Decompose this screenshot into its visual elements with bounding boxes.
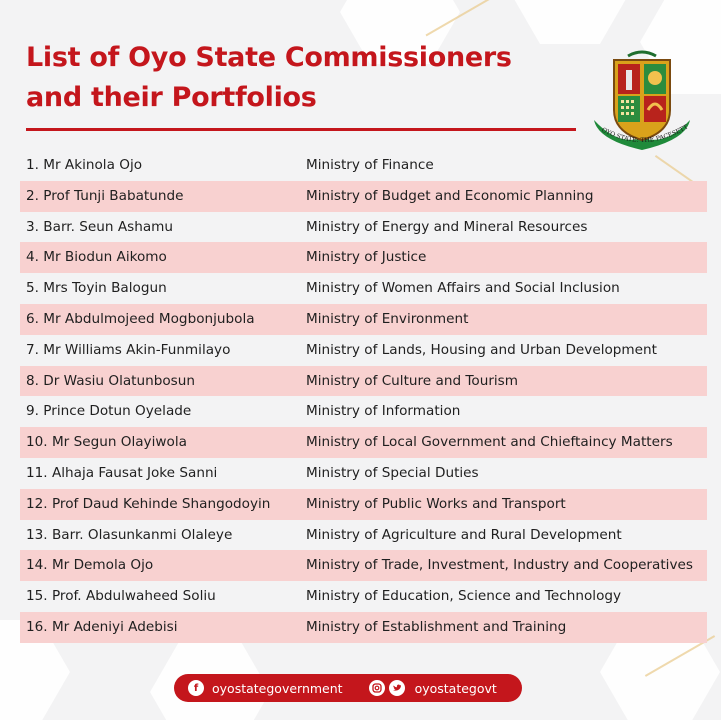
table-row <box>20 458 707 489</box>
commissioner-name: 8. Dr Wasiu Olatunbosun <box>26 372 195 389</box>
table-row <box>20 550 707 581</box>
ministry-portfolio: Ministry of Education, Science and Technology <box>306 588 622 605</box>
commissioner-name: 5. Mrs Toyin Balogun <box>26 280 167 297</box>
table-row <box>20 612 707 643</box>
table-row <box>20 396 707 427</box>
twitter-icon[interactable] <box>389 680 405 696</box>
commissioner-name: 14. Mr Demola Ojo <box>26 557 154 574</box>
table-row <box>20 181 707 212</box>
title-underline <box>26 128 576 131</box>
table-row <box>20 273 707 304</box>
commissioner-name: 10. Mr Segun Olayiwola <box>26 434 187 451</box>
commissioner-name: 7. Mr Williams Akin-Funmilayo <box>26 341 231 358</box>
commissioner-name: 15. Prof. Abdulwaheed Soliu <box>26 588 216 605</box>
table-row <box>20 242 707 273</box>
commissioner-name: 3. Barr. Seun Ashamu <box>26 218 174 235</box>
commissioner-name: 1. Mr Akinola Ojo <box>26 157 143 173</box>
page-title-line-2: and their Portfolios <box>26 82 317 113</box>
table-row <box>20 150 707 181</box>
ministry-portfolio: Ministry of Public Works and Transport <box>306 495 566 512</box>
ministry-portfolio: Ministry of Establishment and Training <box>306 618 567 635</box>
ministry-portfolio: Ministry of Local Government and Chieftaincy Matters <box>306 434 673 451</box>
table-row <box>20 520 707 551</box>
page-title <box>26 38 512 118</box>
ministry-portfolio: Ministry of Trade, Investment, Industry and Cooperatives <box>306 557 693 574</box>
ministry-portfolio: Ministry of Finance <box>306 157 434 173</box>
ministry-portfolio: Ministry of Information <box>306 403 461 420</box>
oyo-state-coat-of-arms-icon <box>588 48 696 152</box>
table-row <box>20 581 707 612</box>
page-title-line-1: List of Oyo State Commissioners <box>26 42 512 73</box>
table-row <box>20 366 707 397</box>
commissioner-name: 2. Prof Tunji Babatunde <box>26 187 184 204</box>
facebook-icon[interactable]: f <box>188 680 204 696</box>
table-row <box>20 212 707 243</box>
table-row <box>20 489 707 520</box>
commissioner-name: 11. Alhaja Fausat Joke Sanni <box>26 464 218 481</box>
ministry-portfolio: Ministry of Energy and Mineral Resources <box>306 218 588 235</box>
ministry-portfolio: Ministry of Environment <box>306 310 469 327</box>
crest-motto: OYO STATE: THE PACESETT <box>600 123 690 145</box>
ministry-portfolio: Ministry of Agriculture and Rural Development <box>306 526 622 543</box>
ministry-portfolio: Ministry of Budget and Economic Planning <box>306 187 594 204</box>
facebook-handle[interactable]: oyostategovernment <box>212 680 343 696</box>
table-row <box>20 427 707 458</box>
commissioner-name: 12. Prof Daud Kehinde Shangodoyin <box>26 495 271 512</box>
table-row <box>20 335 707 366</box>
ministry-portfolio: Ministry of Special Duties <box>306 464 479 481</box>
commissioner-name: 16. Mr Adeniyi Adebisi <box>26 618 178 635</box>
commissioners-table <box>20 150 707 643</box>
commissioner-name: 4. Mr Biodun Aikomo <box>26 249 167 266</box>
commissioner-name: 13. Barr. Olasunkanmi Olaleye <box>26 526 233 543</box>
table-row <box>20 304 707 335</box>
commissioner-name: 6. Mr Abdulmojeed Mogbonjubola <box>26 310 255 327</box>
instagram-icon[interactable] <box>369 680 385 696</box>
ministry-portfolio: Ministry of Justice <box>306 249 427 266</box>
ministry-portfolio: Ministry of Culture and Tourism <box>306 372 519 389</box>
background-hexagon <box>510 0 630 44</box>
ministry-portfolio: Ministry of Lands, Housing and Urban Development <box>306 341 657 358</box>
ministry-portfolio: Ministry of Women Affairs and Social Inclusion <box>306 280 620 297</box>
commissioner-name: 9. Prince Dotun Oyelade <box>26 403 192 420</box>
twitter-handle[interactable]: oyostategovt <box>414 680 497 696</box>
social-media-bar <box>174 674 522 702</box>
